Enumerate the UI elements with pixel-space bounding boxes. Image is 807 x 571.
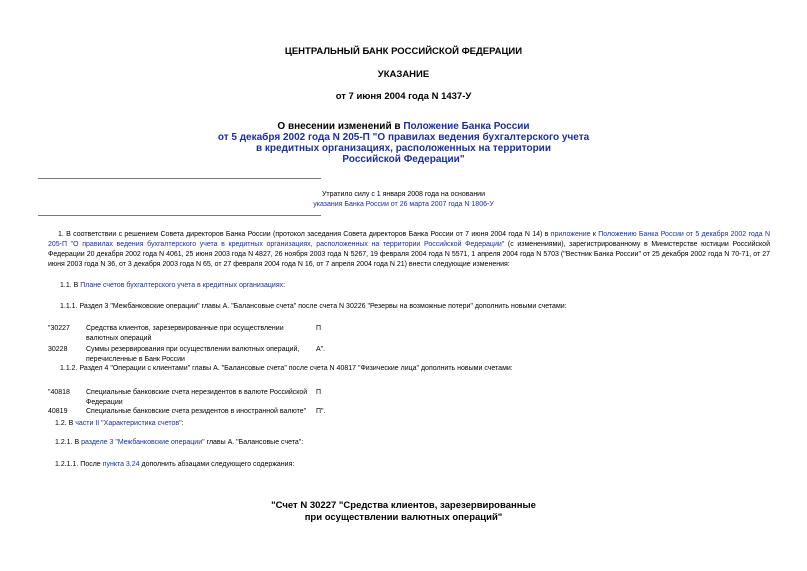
account-heading-line-1: "Счет N 30227 "Средства клиентов, зарезервированные bbox=[271, 500, 536, 511]
paragraph-1-2 bbox=[55, 419, 184, 429]
section-3-link[interactable]: разделе 3 "Межбанковские операции" bbox=[81, 439, 205, 446]
p121-text-a: 1.2.1. В bbox=[55, 439, 82, 446]
account-sign: А". bbox=[316, 346, 326, 353]
clause-3-24-link[interactable]: пункта 3.24 bbox=[102, 461, 140, 468]
title-line-2: от 5 декабря 2002 года N 205-П "О правилах ведения бухгалтерского учета bbox=[217, 132, 590, 143]
p12-text-a: 1.2. В bbox=[55, 420, 76, 427]
paragraph-1-2-1 bbox=[55, 438, 303, 448]
regulation-205p-link[interactable]: Положению Банка России от 5 декабря 2002 года N 205-П "О правилах ведения бухгалтерского учета в кредитных организациях, расположенных на территории Российской Федерации" bbox=[48, 231, 770, 248]
title-prefix: О внесении изменений в bbox=[277, 121, 404, 132]
paragraph-1-1-2: 1.1.2. Раздел 4 "Операции с клиентами" главы А. "Балансовые счета" после счета N 40817 "Физические лица" дополнить новыми счетами: bbox=[60, 365, 513, 372]
p1-text-c: (с изменениями), зарегистрированному в Министерстве юстиции Российской Федерации 20 декабря 2002 года N 4061, 25 июня 2003 года N 4827, 26 ноября 2003 года N 5267, 19 февраля 2004 года N 5571, 1 апреля 2004 года N 5703 ("Вестник Банка России" от 25 декабря 2002 года N 70-71, от 27 июня 2003 года N 36, от 3 декабря 2003 года N 65, от 27 февраля 2004 года N 16, от 7 апреля 2004 года N 21) внести следующие изменения: bbox=[48, 241, 770, 268]
p1-text-b: к bbox=[590, 231, 599, 238]
p121-text-b: главы А. "Балансовые счета": bbox=[204, 439, 304, 446]
account-code: 40819 bbox=[48, 408, 68, 415]
p1-text-a: 1. В соответствии с решением Совета директоров Банка России (протокол заседания Совета директоров Банка России от 7 июня 2004 года N 14) в bbox=[58, 231, 551, 238]
paragraph-1-1 bbox=[60, 281, 285, 291]
account-code: 30228 bbox=[48, 346, 68, 353]
account-name: Суммы резервирования при осуществлении валютных операций, перечисленные в Банк России bbox=[86, 346, 300, 363]
paragraph-1 bbox=[48, 230, 770, 270]
paragraph-1-1-1: 1.1.1. Раздел 3 "Межбанковские операции" главы А. "Балансовые счета" после счета N 30226 "Резервы на возможные потери" дополнить новыми счетами: bbox=[60, 303, 567, 310]
appendix-link[interactable]: приложение bbox=[550, 231, 591, 238]
document-type: УКАЗАНИЕ bbox=[377, 69, 430, 80]
p1211-text-a: 1.2.1.1. После bbox=[55, 461, 103, 468]
account-name: Специальные банковские счета резидентов в иностранной валюте" bbox=[86, 408, 307, 415]
document-title bbox=[0, 121, 807, 165]
divider-bottom bbox=[38, 215, 321, 216]
account-code: "40818 bbox=[48, 389, 70, 396]
p11-text-a: 1.1. В bbox=[60, 282, 81, 289]
document-date: от 7 июня 2004 года N 1437-У bbox=[335, 91, 472, 102]
repeal-link[interactable]: указания Банка России от 26 марта 2007 года N 1806-У bbox=[313, 201, 494, 208]
p12-text-b: : bbox=[181, 420, 184, 427]
account-sign: П bbox=[316, 325, 322, 332]
status-line: Утратило силу с 1 января 2008 года на основании bbox=[321, 191, 486, 198]
account-name: Средства клиентов, зарезервированные при осуществлении валютных операций bbox=[86, 325, 284, 342]
p11-text-b: : bbox=[283, 282, 286, 289]
status-link-line bbox=[0, 200, 807, 210]
title-line-1 bbox=[0, 121, 807, 132]
account-name: Специальные банковские счета нерезидентов в валюте Российской Федерации bbox=[86, 389, 308, 406]
regulation-link[interactable]: Положение Банка России bbox=[403, 121, 530, 132]
account-heading bbox=[0, 500, 807, 524]
account-sign: П". bbox=[316, 408, 326, 415]
account-sign: П bbox=[316, 389, 322, 396]
p1211-text-b: дополнить абзацами следующего содержания: bbox=[139, 461, 295, 468]
chart-of-accounts-link[interactable]: Плане счетов бухгалтерского учета в кредитных организациях bbox=[80, 282, 284, 289]
paragraph-1-2-1-1 bbox=[55, 460, 294, 470]
issuer-heading: ЦЕНТРАЛЬНЫЙ БАНК РОССИЙСКОЙ ФЕДЕРАЦИИ bbox=[284, 46, 523, 57]
account-code: "30227 bbox=[48, 325, 70, 332]
divider-top bbox=[38, 178, 321, 179]
account-heading-line-2: при осуществлении валютных операций" bbox=[304, 512, 503, 523]
title-line-4: Российской Федерации" bbox=[342, 154, 465, 165]
part-ii-link[interactable]: части II "Характеристика счетов" bbox=[75, 420, 182, 427]
title-line-3: в кредитных организациях, расположенных на территории bbox=[256, 143, 551, 154]
